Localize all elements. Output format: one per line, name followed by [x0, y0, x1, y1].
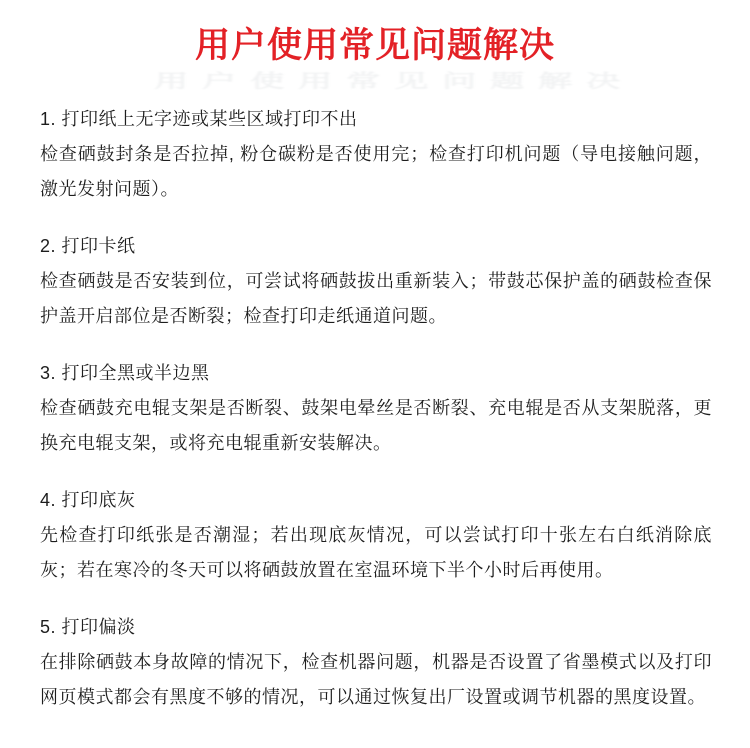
- section-body: 先检查打印纸张是否潮湿；若出现底灰情况，可以尝试打印十张左右白纸消除底灰；若在寒冷的冬天可以将硒鼓放置在室温环境下半个小时后再使用。: [40, 525, 712, 580]
- faq-content: [0, 102, 750, 715]
- faq-section-3: [40, 356, 712, 461]
- title-area: [0, 0, 750, 100]
- section-body: 检查硒鼓封条是否拉掉, 粉仓碳粉是否使用完；检查打印机问题（导电接触问题，激光发射问题）。: [40, 144, 712, 199]
- section-heading: 1. 打印纸上无字迹或某些区域打印不出: [40, 109, 358, 129]
- faq-section-4: [40, 483, 712, 588]
- faq-section-2: [40, 229, 712, 334]
- section-heading: 2. 打印卡纸: [40, 236, 136, 256]
- faq-section-5: [40, 610, 712, 715]
- page-title: 用户使用常见问题解决: [194, 26, 555, 65]
- section-heading: 4. 打印底灰: [40, 490, 136, 510]
- section-body: 检查硒鼓是否安装到位，可尝试将硒鼓拔出重新装入；带鼓芯保护盖的硒鼓检查保护盖开启部位是否断裂；检查打印走纸通道问题。: [40, 271, 712, 326]
- section-body: 在排除硒鼓本身故障的情况下，检查机器问题，机器是否设置了省墨模式以及打印网页模式都会有黑度不够的情况，可以通过恢复出厂设置或调节机器的黑度设置。: [40, 652, 712, 707]
- ghost-title-artifact: 用户使用常见问题解决: [154, 70, 635, 92]
- section-heading: 3. 打印全黑或半边黑: [40, 363, 210, 383]
- section-body: 检查硒鼓充电辊支架是否断裂、鼓架电晕丝是否断裂、充电辊是否从支架脱落，更换充电辊支架，或将充电辊重新安装解决。: [40, 398, 712, 453]
- faq-section-1: [40, 102, 712, 207]
- section-heading: 5. 打印偏淡: [40, 617, 136, 637]
